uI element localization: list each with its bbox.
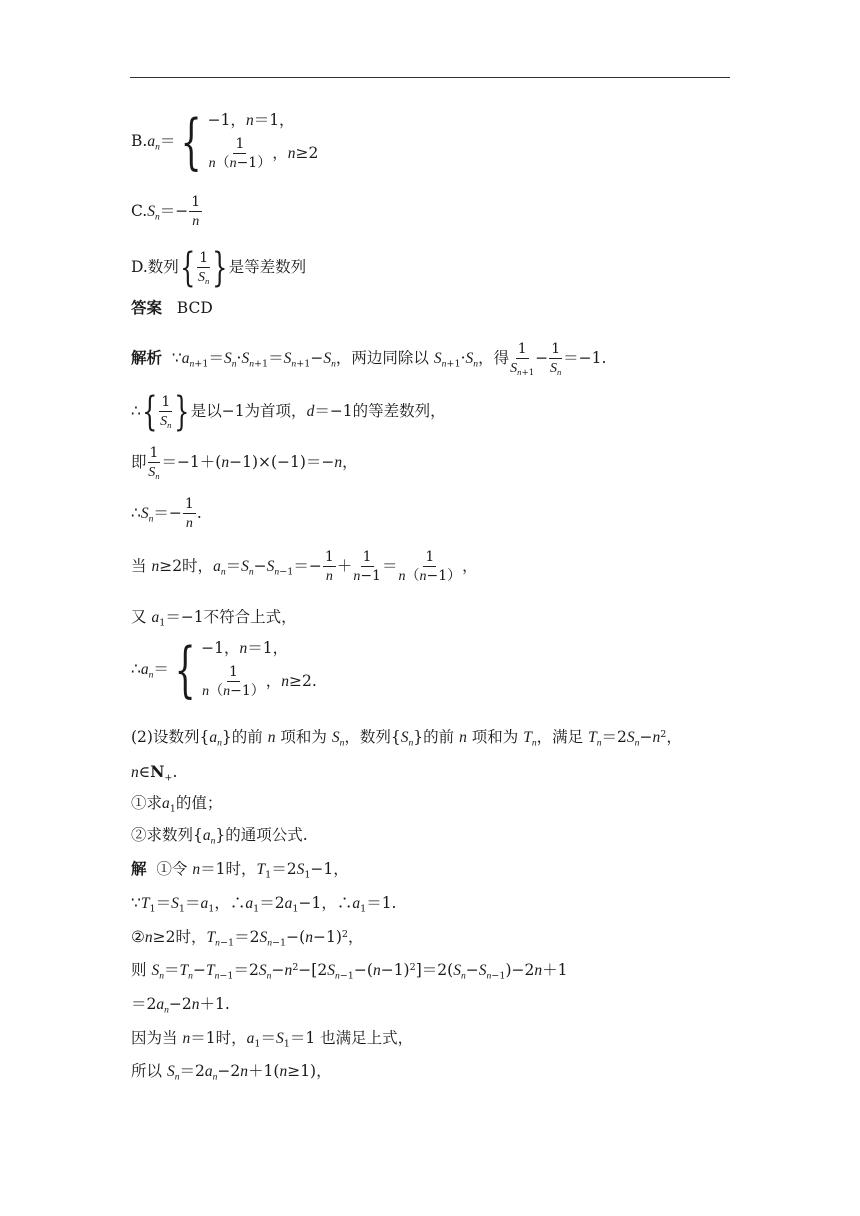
- solution-line-6: 因为当 n＝1时，$a_1=S_1=1$ 也满足上式，: [131, 1029, 414, 1050]
- part2-line-1: (2)设数列$\{a_n\}$的前 n 项和为 $S_n$，数列$\{S_n\}$的前 n 项和为 $T_n$，满足 $T_n=2S_n-n^2$，: [131, 728, 682, 749]
- solution-line-5: $=2a_n-2n+1$.: [131, 995, 230, 1016]
- option-b: $B.a_n=$ { −1，n＝1， $\frac{1}{n(n-1)}$ ，n≥2: [131, 107, 319, 177]
- analysis-line-6: 又 $a_1=-1$不符合上式，: [131, 608, 297, 629]
- option-c: $C.S_n=-$ $\frac{1}{n}$: [131, 194, 201, 229]
- analysis-line-5: 当 n≥2时，$a_n=S_n-S_{n-1}=-$ $\frac{1}{n}$ ＋ $\frac{1}{n-1}$ ＝ $\frac{1}{n(n-1)}$ ，: [131, 549, 478, 584]
- analysis-line-3: 即 $\frac{1}{S_n}$ ＝−1＋(n−1)×(−1)＝−n，: [131, 445, 358, 482]
- solution-line-1: 解 ①令 n＝1时，$T_1=2S_1-1$，: [131, 860, 349, 881]
- header-rule: [130, 77, 730, 78]
- analysis-line-1: 解析 $\because a_{n+1}=S_n\cdot S_{n+1}=S_{n+1}-S_n$，两边同除以 $S_{n+1}\cdot S_n$，得 $\frac{1}{S_{n+1}}$ − $\frac{1}{S_n}$ ＝−1.: [131, 341, 607, 379]
- part2-q1: ①求$a_1$的值；: [131, 794, 223, 815]
- part2-line-2: $n\in N_+$.: [131, 762, 178, 784]
- analysis-line-4: $\therefore S_n=-$ $\frac{1}{n}$ .: [131, 496, 202, 531]
- option-d: D.数列 { $\frac{1}{S_n}$ } 是等差数列: [131, 245, 307, 291]
- solution-line-7: 所以 $S_n=2a_n-2n+1(n\ge 1)$，: [131, 1062, 332, 1083]
- part2-q2: ②求数列$\{a_n\}$的通项公式.: [131, 826, 308, 847]
- solution-line-3: ②n≥2时，$T_{n-1}=2S_{n-1}-(n-1)^2$，: [131, 928, 364, 949]
- solution-line-2: $\because T_1=S_1=a_1$，$\therefore a_1=2a_1-1$，$\therefore a_1=1$.: [131, 894, 397, 915]
- solution-line-4: 则 $S_n=T_n-T_{n-1}=2S_n-n^2-[2S_{n-1}-(n-1)^2]=2(S_n-S_{n-1})-2n+1$: [131, 961, 568, 982]
- analysis-line-2: ∴ { $\frac{1}{S_n}$ } 是以−1为首项，d＝−1的等差数列，: [131, 389, 446, 435]
- answer-line: 答案 BCD: [131, 299, 213, 317]
- analysis-line-7: $\therefore a_n=$ { −1，n＝1， $\frac{1}{n(n-1)}$ ，n≥2.: [131, 635, 317, 705]
